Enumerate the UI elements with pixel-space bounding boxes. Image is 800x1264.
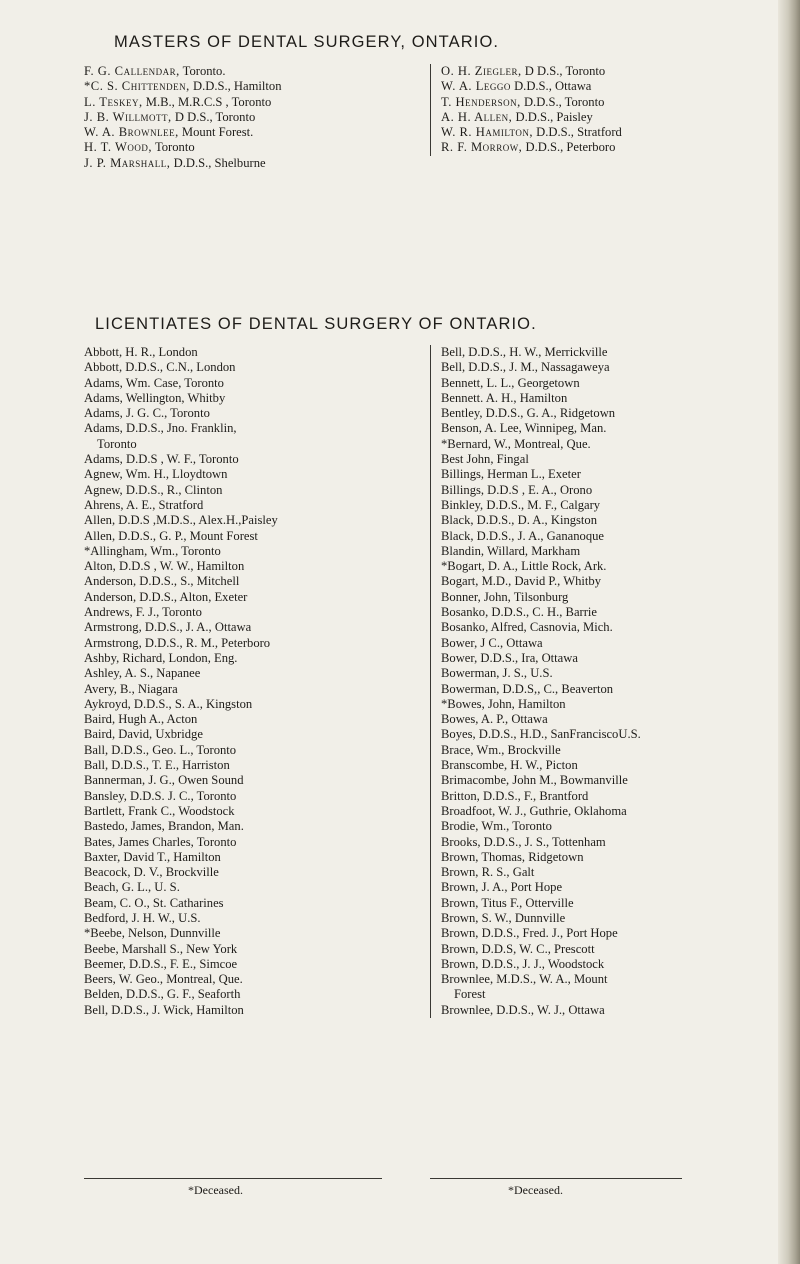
- licentiate-entry: Bower, D.D.S., Ira, Ottawa: [441, 650, 578, 665]
- master-degree-location: D.D.S., Ottawa: [510, 79, 592, 94]
- licentiate-entry: Brimacombe, John M., Bowmanville: [441, 773, 628, 788]
- licentiate-entry: Bowerman, D.D.S,, C., Beaverton: [441, 681, 614, 696]
- licentiate-entry: Adams, D.D.S., Jno. Franklin,: [84, 421, 237, 436]
- master-entry: [441, 125, 622, 140]
- master-name: J. P. Marshall,: [84, 155, 171, 170]
- licentiate-entry: Ashby, Richard, London, Eng.: [84, 650, 238, 665]
- licentiate-entry: Broadfoot, W. J., Guthrie, Oklahoma: [441, 803, 627, 818]
- master-degree-location: Toronto.: [179, 64, 226, 78]
- masters-heading: MASTERS OF DENTAL SURGERY, ONTARIO.: [114, 33, 500, 51]
- licentiate-entry: Ball, D.D.S., T. E., Harriston: [84, 758, 230, 773]
- master-name: W. R. Hamilton,: [441, 125, 533, 140]
- master-name: R. F. Morrow,: [441, 140, 523, 155]
- master-degree-location: Toronto: [152, 140, 195, 155]
- licentiate-entry: Bosanko, Alfred, Casnovia, Mich.: [441, 620, 613, 635]
- licentiate-entry: Armstrong, D.D.S., J. A., Ottawa: [84, 620, 252, 635]
- licentiate-entry: Brownlee, D.D.S., W. J., Ottawa: [441, 1002, 605, 1017]
- licentiate-entry: Britton, D.D.S., F., Brantford: [441, 788, 589, 803]
- master-entry: [441, 79, 622, 94]
- licentiate-entry: Blandin, Willard, Markham: [441, 543, 581, 558]
- licentiate-entry: Ball, D.D.S., Geo. L., Toronto: [84, 742, 237, 757]
- licentiate-entry: Bell, D.D.S., J. M., Nassagaweya: [441, 360, 610, 375]
- licentiate-entry: Binkley, D.D.S., M. F., Calgary: [441, 497, 601, 512]
- master-entry: [84, 64, 282, 79]
- footnote-rule-left: [84, 1178, 382, 1179]
- master-entry: [84, 110, 282, 125]
- licentiate-entry: Baird, Hugh A., Acton: [84, 712, 198, 727]
- licentiate-entry: Andrews, F. J., Toronto: [84, 605, 202, 620]
- licentiate-entry: Toronto: [97, 436, 137, 451]
- master-degree-location: D D.S., Toronto: [521, 64, 606, 78]
- master-entry: [441, 110, 622, 125]
- master-entry: [441, 95, 622, 110]
- master-degree-location: D.D.S., Shelburne: [170, 155, 266, 170]
- licentiate-entry: Ashley, A. S., Napanee: [84, 666, 201, 681]
- licentiate-entry: Brownlee, M.D.S., W. A., Mount: [441, 972, 608, 987]
- master-name: A. H. Allen,: [441, 109, 513, 124]
- licentiate-entry: *Bogart, D. A., Little Rock, Ark.: [441, 559, 607, 574]
- master-entry: [84, 95, 282, 110]
- master-name: W. A. Brownlee,: [84, 125, 179, 140]
- licentiate-entry: Abbott, H. R., London: [84, 345, 198, 359]
- licentiate-entry: Adams, Wm. Case, Toronto: [84, 375, 224, 390]
- master-degree-location: D.D.S., Paisley: [512, 109, 593, 124]
- licentiate-entry: Brace, Wm., Brockville: [441, 742, 561, 757]
- licentiate-entry: Beacock, D. V., Brockville: [84, 865, 219, 880]
- licentiate-entry: Bennett, L. L., Georgetown: [441, 375, 580, 390]
- licentiate-entry: Alton, D.D.S , W. W., Hamilton: [84, 559, 245, 574]
- licentiate-entry: Bates, James Charles, Toronto: [84, 834, 237, 849]
- licentiate-entry: Bowes, A. P., Ottawa: [441, 712, 548, 727]
- licentiate-entry: Armstrong, D.D.S., R. M., Peterboro: [84, 635, 271, 650]
- licentiate-entry: Beam, C. O., St. Catharines: [84, 895, 224, 910]
- licentiate-entry: *Beebe, Nelson, Dunnville: [84, 926, 221, 941]
- licentiate-entry: Bedford, J. H. W., U.S.: [84, 910, 201, 925]
- licentiate-entry: *Bowes, John, Hamilton: [441, 696, 566, 711]
- licentiate-entry: Bannerman, J. G., Owen Sound: [84, 773, 244, 788]
- master-degree-location: D D.S., Toronto: [171, 109, 256, 124]
- licentiate-entry: Bonner, John, Tilsonburg: [441, 589, 569, 604]
- licentiate-entry: Bowerman, J. S., U.S.: [441, 666, 553, 681]
- licentiate-entry: Black, D.D.S., J. A., Gananoque: [441, 528, 604, 543]
- licentiate-entry: Benson, A. Lee, Winnipeg, Man.: [441, 421, 607, 436]
- licentiate-entry: Allen, D.D.S., G. P., Mount Forest: [84, 528, 258, 543]
- licentiate-entry: Allen, D.D.S ,M.D.S., Alex.H.,Paisley: [84, 513, 278, 528]
- masters-left-column: [84, 64, 282, 171]
- master-entry: [441, 64, 622, 79]
- licentiate-entry: Brown, R. S., Galt: [441, 865, 535, 880]
- licentiate-entry: Forest: [454, 987, 486, 1002]
- licentiates-heading: LICENTIATES OF DENTAL SURGERY OF ONTARIO.: [95, 315, 537, 333]
- master-degree-location: D.D.S., Stratford: [532, 125, 622, 140]
- licentiate-entry: Bennett. A. H., Hamilton: [441, 390, 568, 405]
- licentiate-entry: Beemer, D.D.S., F. E., Simcoe: [84, 956, 238, 971]
- licentiate-entry: Anderson, D.D.S., Alton, Exeter: [84, 589, 248, 604]
- master-entry: [84, 79, 282, 94]
- licentiate-entry: Brown, D.D.S., J. J., Woodstock: [441, 956, 605, 971]
- licentiate-entry: Adams, D.D.S , W. F., Toronto: [84, 452, 239, 467]
- licentiate-entry: Brown, J. A., Port Hope: [441, 880, 563, 895]
- licentiate-entry: Aykroyd, D.D.S., S. A., Kingston: [84, 696, 253, 711]
- licentiate-entry: Bansley, D.D.S. J. C., Toronto: [84, 788, 237, 803]
- licentiate-entry: Ahrens, A. E., Stratford: [84, 497, 204, 512]
- licentiate-entry: Bentley, D.D.S., G. A., Ridgetown: [441, 406, 616, 421]
- licentiate-entry: Beers, W. Geo., Montreal, Que.: [84, 972, 243, 987]
- master-degree-location: D.D.S., Toronto: [520, 94, 605, 109]
- licentiate-entry: Baxter, David T., Hamilton: [84, 849, 221, 864]
- licentiate-entry: Abbott, D.D.S., C.N., London: [84, 360, 236, 375]
- master-entry: [84, 140, 282, 155]
- master-name: O. H. Ziegler,: [441, 64, 522, 78]
- licentiate-entry: Adams, Wellington, Whitby: [84, 390, 226, 405]
- licentiate-entry: Brown, S. W., Dunnville: [441, 910, 566, 925]
- master-degree-location: D.D.S., Hamilton: [189, 79, 282, 94]
- licentiate-entry: Black, D.D.S., D. A., Kingston: [441, 513, 598, 528]
- master-name: F. G. Callendar,: [84, 64, 180, 78]
- licentiate-entry: Avery, B., Niagara: [84, 681, 178, 696]
- master-entry: [84, 125, 282, 140]
- licentiate-entry: *Bernard, W., Montreal, Que.: [441, 436, 591, 451]
- licentiate-entry: Adams, J. G. C., Toronto: [84, 406, 210, 421]
- master-degree-location: D.D.S., Peterboro: [522, 140, 616, 155]
- licentiates-left-column: [84, 345, 278, 1018]
- licentiate-entry: Agnew, Wm. H., Lloydtown: [84, 467, 228, 482]
- master-entry: [84, 156, 282, 171]
- licentiate-entry: Brown, Thomas, Ridgetown: [441, 849, 584, 864]
- licentiate-entry: Bosanko, D.D.S., C. H., Barrie: [441, 605, 598, 620]
- licentiate-entry: Bell, D.D.S., J. Wick, Hamilton: [84, 1002, 244, 1017]
- licentiate-entry: Anderson, D.D.S., S., Mitchell: [84, 574, 240, 589]
- licentiates-right-column: [430, 345, 641, 1018]
- master-degree-location: Mount Forest.: [178, 125, 254, 140]
- licentiate-entry: Beach, G. L., U. S.: [84, 880, 180, 895]
- masters-right-column: [430, 64, 622, 156]
- master-name: H. T. Wood,: [84, 140, 153, 155]
- licentiate-entry: Bastedo, James, Brandon, Man.: [84, 819, 244, 834]
- licentiate-entry: Bartlett, Frank C., Woodstock: [84, 803, 235, 818]
- licentiate-entry: Baird, David, Uxbridge: [84, 727, 203, 742]
- master-name: W. A. Leggo: [441, 79, 511, 94]
- master-name: T. Henderson,: [441, 94, 521, 109]
- licentiate-entry: Billings, Herman L., Exeter: [441, 467, 581, 482]
- footnote-deceased-right: *Deceased.: [508, 1183, 563, 1197]
- licentiate-entry: Best John, Fingal: [441, 452, 529, 467]
- licentiate-entry: Brown, D.D.S, W. C., Prescott: [441, 941, 595, 956]
- master-entry: [441, 140, 622, 155]
- licentiate-entry: *Allingham, Wm., Toronto: [84, 543, 221, 558]
- page-edge-shadow: [778, 0, 800, 1264]
- master-name: L. Teskey,: [84, 94, 143, 109]
- licentiate-entry: Brooks, D.D.S., J. S., Tottenham: [441, 834, 606, 849]
- licentiate-entry: Brown, D.D.S., Fred. J., Port Hope: [441, 926, 618, 941]
- master-name: J. B. Willmott,: [84, 109, 172, 124]
- licentiate-entry: Beebe, Marshall S., New York: [84, 941, 238, 956]
- master-name: *C. S. Chittenden,: [84, 79, 190, 94]
- footnote-deceased-left: *Deceased.: [188, 1183, 243, 1197]
- licentiate-entry: Branscombe, H. W., Picton: [441, 758, 578, 773]
- licentiate-entry: Billings, D.D.S , E. A., Orono: [441, 482, 593, 497]
- licentiate-entry: Agnew, D.D.S., R., Clinton: [84, 482, 223, 497]
- licentiate-entry: Bower, J C., Ottawa: [441, 635, 543, 650]
- licentiate-entry: Bell, D.D.S., H. W., Merrickville: [441, 345, 608, 359]
- licentiate-entry: Brodie, Wm., Toronto: [441, 819, 552, 834]
- master-degree-location: M.B., M.R.C.S , Toronto: [142, 94, 272, 109]
- licentiate-entry: Belden, D.D.S., G. F., Seaforth: [84, 987, 241, 1002]
- footnote-rule-right: [430, 1178, 682, 1179]
- licentiate-entry: Brown, Titus F., Otterville: [441, 895, 574, 910]
- licentiate-entry: Bogart, M.D., David P., Whitby: [441, 574, 601, 589]
- licentiate-entry: Boyes, D.D.S., H.D., SanFranciscoU.S.: [441, 727, 641, 742]
